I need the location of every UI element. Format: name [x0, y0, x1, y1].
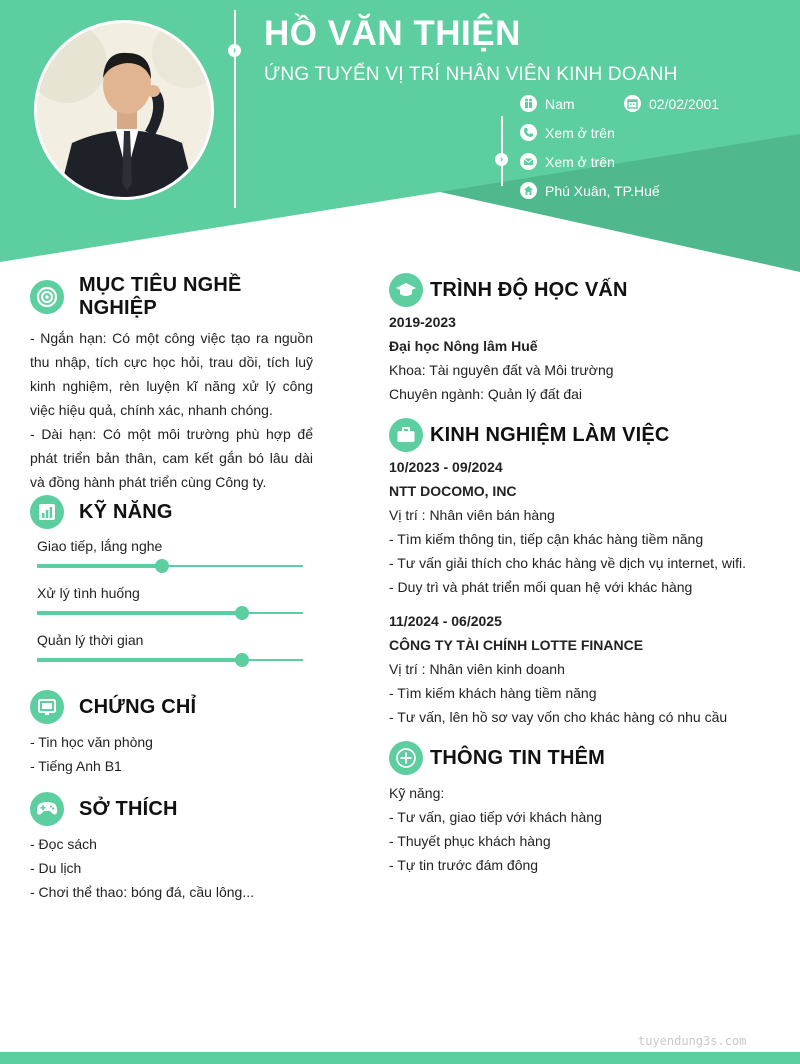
- job-company: CÔNG TY TÀI CHÍNH LOTTE FINANCE: [389, 637, 644, 653]
- skills-title: KỸ NĂNG: [79, 500, 173, 523]
- job-period: 11/2024 - 06/2025: [389, 613, 502, 629]
- extra-info-section: [389, 741, 779, 877]
- home-icon: [520, 182, 537, 199]
- footer-bar: [0, 1052, 800, 1064]
- hobbies-title: SỞ THÍCH: [79, 797, 178, 820]
- extra-info-heading: Kỹ năng:: [389, 785, 445, 801]
- chevron-right-icon: ›: [228, 44, 241, 57]
- job-task: - Tư vấn giải thích cho khác hàng về dịch vụ internet, wifi.: [389, 555, 746, 571]
- job-role: Vị trí : Nhân viên bán hàng: [389, 507, 555, 523]
- gender-info: [520, 95, 575, 112]
- plus-circle-icon: [389, 741, 423, 775]
- certificate-icon: [30, 690, 64, 724]
- objective-section: [30, 274, 313, 494]
- job-task: - Tìm kiếm thông tin, tiếp cận khác hàng tiềm năng: [389, 531, 704, 547]
- job-company: NTT DOCOMO, INC: [389, 483, 517, 499]
- job-task: - Duy trì và phát triển mối quan hệ với khác hàng: [389, 579, 693, 595]
- calendar-icon: [624, 95, 641, 112]
- skill-fill: [37, 564, 162, 568]
- certificates-title: CHỨNG CHỈ: [79, 695, 197, 718]
- hobby-item: - Chơi thể thao: bóng đá, cầu lông...: [30, 884, 254, 900]
- header-divider-line: [234, 10, 236, 208]
- extra-info-item: - Thuyết phục khách hàng: [389, 833, 551, 849]
- skill-level-knob: [235, 606, 249, 620]
- education-faculty: Khoa: Tài nguyên đất và Môi trường: [389, 362, 614, 378]
- job-entry: [389, 455, 789, 599]
- hobbies-section: [30, 792, 254, 904]
- gender-value: Nam: [545, 95, 575, 112]
- gamepad-icon: [30, 792, 64, 826]
- email-info: [520, 153, 615, 170]
- skill-track: [37, 659, 303, 661]
- applied-position: ỨNG TUYỂN VỊ TRÍ NHÂN VIÊN KINH DOANH: [264, 64, 678, 85]
- skill-label: Quản lý thời gian: [37, 632, 144, 648]
- job-period: 10/2023 - 09/2024: [389, 459, 503, 475]
- certificates-section: [30, 690, 196, 778]
- job-role: Vị trí : Nhân viên kinh doanh: [389, 661, 565, 677]
- skill-level-knob: [235, 653, 249, 667]
- birthdate-info: [624, 95, 719, 112]
- education-period: 2019-2023: [389, 314, 456, 330]
- objective-short-term: - Ngắn hạn: Có một công việc tạo ra nguồn thu nhập, tích cực học hỏi, trau dồi, tích luỹ kinh nghiệm, rèn luyện kĩ năng xử lý công việc hiệu quả, chính xác, nhanh chóng.: [30, 330, 313, 418]
- bar-chart-icon: [30, 495, 64, 529]
- address-info: [520, 182, 660, 199]
- skill-fill: [37, 658, 242, 662]
- chevron-right-icon: ›: [495, 153, 508, 166]
- certificate-item: - Tin học văn phòng: [30, 734, 153, 750]
- objective-long-term: - Dài hạn: Có một môi trường phù hợp để phát triển bản thân, cam kết gắn bó lâu dài và đồng hành phát triển cùng Công ty.: [30, 426, 313, 490]
- extra-info-item: - Tư vấn, giao tiếp với khách hàng: [389, 809, 602, 825]
- skill-fill: [37, 611, 242, 615]
- phone-info: [520, 124, 615, 141]
- job-entry: [389, 609, 789, 729]
- briefcase-icon: [389, 418, 423, 452]
- skill-label: Giao tiếp, lắng nghe: [37, 538, 163, 554]
- candidate-name: HỒ VĂN THIỆN: [264, 14, 521, 53]
- skill-track: [37, 612, 303, 614]
- skills-section: [30, 495, 173, 529]
- birthdate-value: 02/02/2001: [649, 95, 720, 112]
- envelope-icon: [520, 153, 537, 170]
- education-section: [389, 273, 779, 406]
- education-major: Chuyên ngành: Quản lý đất đai: [389, 386, 583, 402]
- skill-label: Xử lý tình huống: [37, 585, 140, 601]
- target-icon: [30, 280, 64, 314]
- objective-title: MỤC TIÊU NGHỀ NGHIỆP: [79, 274, 242, 319]
- skill-item: [37, 538, 303, 567]
- extra-info-title: THÔNG TIN THÊM: [430, 746, 606, 769]
- experience-title: KINH NGHIỆM LÀM VIỆC: [430, 423, 670, 446]
- address-value: Phú Xuân, TP.Huế: [545, 182, 660, 199]
- education-school: Đại học Nông lâm Huế: [389, 338, 538, 354]
- phone-icon: [520, 124, 537, 141]
- skill-level-knob: [155, 559, 169, 573]
- certificate-item: - Tiếng Anh B1: [30, 758, 122, 774]
- profile-photo: [34, 20, 214, 200]
- phone-value: Xem ở trên: [545, 124, 615, 141]
- hobby-item: - Đọc sách: [30, 836, 97, 852]
- skill-item: [37, 632, 303, 661]
- email-value: Xem ở trên: [545, 153, 615, 170]
- gender-icon: [520, 95, 537, 112]
- extra-info-item: - Tự tin trước đám đông: [389, 857, 539, 873]
- hobby-item: - Du lịch: [30, 860, 82, 876]
- watermark: tuyendung3s.com: [638, 1034, 747, 1048]
- contact-divider-line: [501, 116, 503, 186]
- graduation-cap-icon: [389, 273, 423, 307]
- job-task: - Tư vấn, lên hồ sơ vay vốn cho khác hàng có nhu cầu: [389, 709, 728, 725]
- education-title: TRÌNH ĐỘ HỌC VẤN: [430, 278, 628, 301]
- experience-section: [389, 418, 789, 729]
- job-task: - Tìm kiếm khách hàng tiềm năng: [389, 685, 597, 701]
- skill-track: [37, 565, 303, 567]
- skill-item: [37, 585, 303, 614]
